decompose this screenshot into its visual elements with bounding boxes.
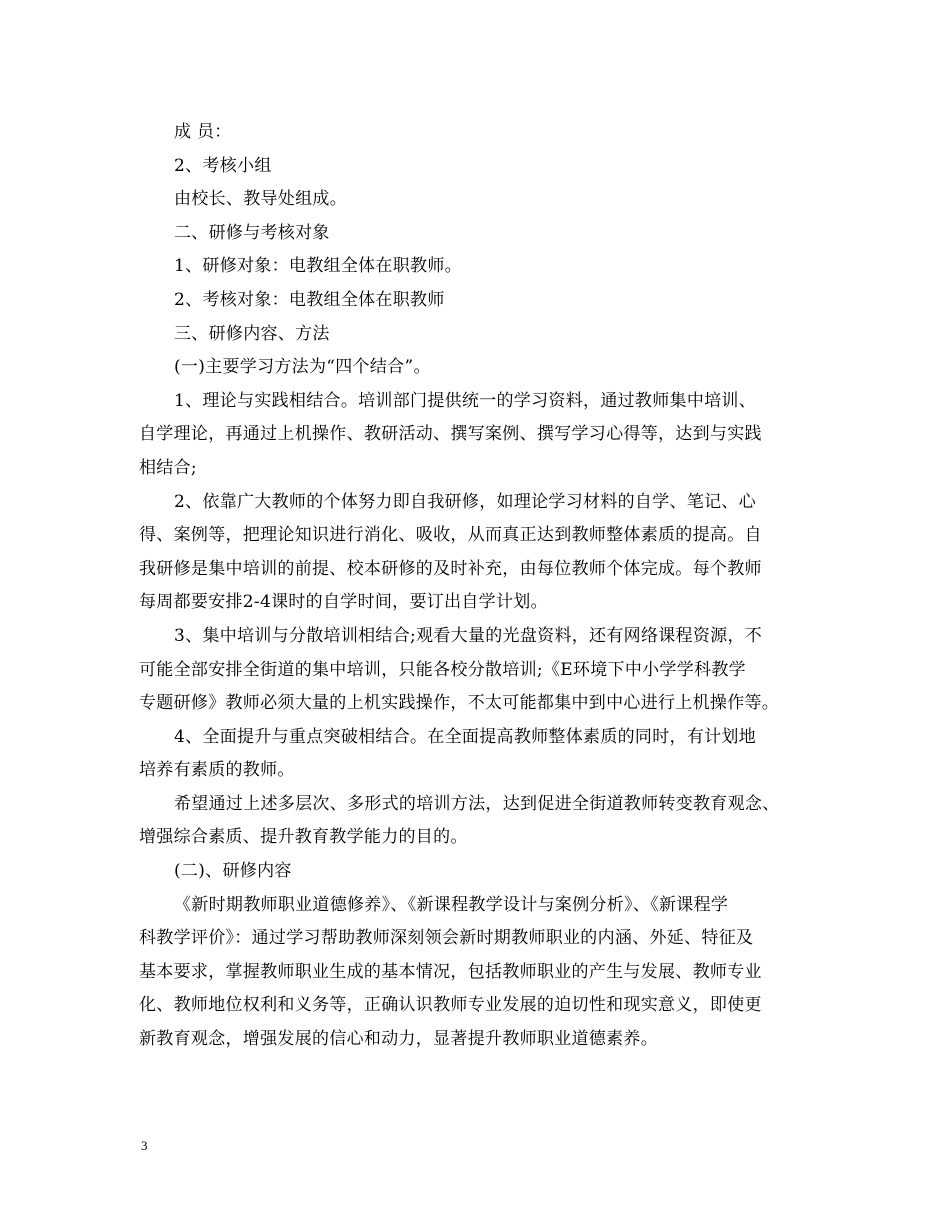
text-line: 我研修是集中培训的前提、校本研修的及时补充，由每位教师个体完成。每个教师 [139,558,762,579]
text-line: 2、考核小组 [174,155,272,176]
text-line: 由校长、教导处组成。 [174,189,347,210]
text-line: 自学理论，再通过上机操作、教研活动、撰写案例、撰写学习心得等，达到与实践 [139,424,762,445]
text-line: 新教育观念，增强发展的信心和动力，显著提升教师职业道德素养。 [139,1029,658,1050]
text-line: 2、依靠广大教师的个体努力即自我研修，如理论学习材料的自学、笔记、心 [174,491,757,512]
text-line: 希望通过上述多层次、多形式的培训方法，达到促进全街道教师转变教育观念、 [174,793,780,814]
text-line: (一)主要学习方法为“四个结合”。 [174,357,431,378]
text-line: 2、考核对象：电教组全体在职教师 [174,289,445,310]
text-line: 1、研修对象：电教组全体在职教师。 [174,256,462,277]
document-body [139,116,829,1057]
text-line: 科教学评价》：通过学习帮助教师深刻领会新时期教师职业的内涵、外延、特征及 [139,928,754,949]
text-line: 4、全面提升与重点突破相结合。在全面提高教师整体素质的同时，有计划地 [174,726,757,747]
text-line: 3、集中培训与分散培训相结合;观看大量的光盘资料，还有网络课程资源，不 [174,625,763,646]
text-line: 1、理论与实践相结合。培训部门提供统一的学习资料，通过教师集中培训、 [174,390,757,411]
text-line: 培养有素质的教师。 [139,760,295,781]
text-line: 基本要求，掌握教师职业生成的基本情况，包括教师职业的产生与发展、教师专业 [139,961,762,982]
text-line: 可能全部安排全街道的集中培训，只能各校分散培训;《E环境下中小学学科教学 [139,659,746,680]
text-line: 得、案例等，把理论知识进行消化、吸收，从而真正达到教师整体素质的提高。自 [139,525,762,546]
text-line: 相结合; [139,457,197,478]
text-line: 化、教师地位权利和义务等，正确认识教师专业发展的迫切性和现实意义，即使更 [139,995,762,1016]
page-number: 3 [141,1138,148,1153]
text-line: 专题研修》教师必须大量的上机实践操作，不太可能都集中到中心进行上机操作等。 [139,693,780,714]
text-line: 增强综合素质、提升教育教学能力的目的。 [139,827,468,848]
text-line: 每周都要安排2-4课时的自学时间，要订出自学计划。 [139,592,548,613]
text-line: 二、研修与考核对象 [174,222,330,243]
text-line: 三、研修内容、方法 [174,323,330,344]
text-line: 《新时期教师职业道德修养》、《新课程教学设计与案例分析》、《新课程学 [174,894,729,915]
text-line: (二)、研修内容 [174,861,292,882]
text-line: 成 员： [174,122,232,142]
